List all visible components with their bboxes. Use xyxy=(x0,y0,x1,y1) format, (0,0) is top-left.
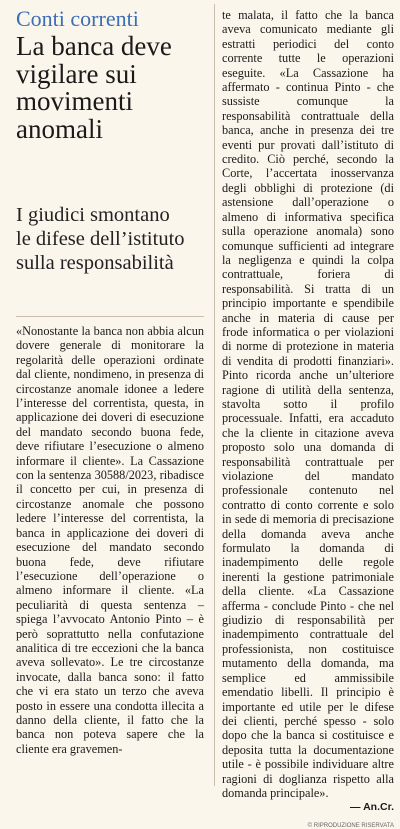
article-body-left: «Nonostante la banca non abbia alcun dovere generale di monitorare la regolarità delle operazioni ordinate dal cliente, nondimeno, in presenza di circostanze anomale idonee a ledere l’interesse del correntista, questa, in applicazione dei doveri di esecuzione del mandato secondo buona fede, deve rifiutare l’esecuzione o almeno informare il cliente». La Cassazione con la sentenza 30588/2023, ribadisce il concetto per cui, in presenza di circostanze anomale che possono ledere l’interesse del correntista, la banca in applicazione dei doveri di esecuzione del mandato secondo buona fede, deve rifiutare l’esecuzione dell’operazione o almeno informare il cliente. «La peculiarità di questa sentenza – spiega l’avvocato Antonio Pinto – è però soprattutto nella confutazione analitica di tre eccezioni che la banca aveva sollevato». Le tre circostanze invocate, dalla banca sono: il fatto che vi era stato un terzo che aveva posto in essere una condotta illecita a danno della cliente, il fatto che la banca non poteva sapere che la cliente era gravemen- xyxy=(16,324,204,756)
subheadline: I giudici smontano le difese dell’istituto sulla responsabilità xyxy=(16,204,185,274)
headline: La banca deve vigilare sui movimenti anomali xyxy=(16,31,172,144)
author-signature: — An.Cr. xyxy=(350,801,394,814)
section-rule xyxy=(16,316,204,317)
left-column xyxy=(16,8,204,756)
column-divider xyxy=(214,4,215,786)
right-column xyxy=(222,8,394,829)
kicker: Conti correnti xyxy=(16,6,139,31)
reproduction-note: © RIPRODUZIONE RISERVATA xyxy=(307,823,394,829)
article-body-right: te malata, il fatto che la banca aveva comunicato mediante gli estratti periodici del conto corrente tutte le operazioni eseguite. «La Cassazione ha affermato - continua Pinto - che sussiste comunque la responsabilità contrattuale della banca, anche in presenza dei tre eventi pur provati dall’istituto di credito. Ciò perché, secondo la Corte, l’accertata inosservanza degli obblighi di protezione (di astensione dall’operazione o almeno di informativa specifica sulla operazione anomala) sono comunque sufficienti ad integrare la negligenza e quindi la colpa contrattuale, foriera di responsabilità. Si tratta di un principio importante e spendibile anche in materia di cause per frode informatica o per violazioni di norme di protezione in materia di vendita di prodotti finanziari». Pinto ricorda anche un’ulteriore ragione di utilità della sentenza, stavolta sotto il profilo processuale. Infatti, era accaduto che la cliente in citazione aveva proposto solo una domanda di responsabilità contrattuale per violazione del mandato professionale contenuto nel contratto di conto corrente e solo in sede di memoria di precisazione della domanda aveva anche formulato la domanda di inadempimento delle regole inerenti la gestione patrimoniale della cliente. «La Cassazione afferma - conclude Pinto - che nel giudizio di responsabilità per inadempimento contrattuale del professionista, non costituisce mutamento della domanda, ma semplice ed ammissibile emendatio libelli. Il principio è importante ed utile per le difese dei clienti, perché spesso - solo dopo che la banca si costituisce e deposita tutta la documentazione utile - è possibile individuare altre ragioni di doglianza rispetto alla domanda principale». xyxy=(222,8,394,800)
